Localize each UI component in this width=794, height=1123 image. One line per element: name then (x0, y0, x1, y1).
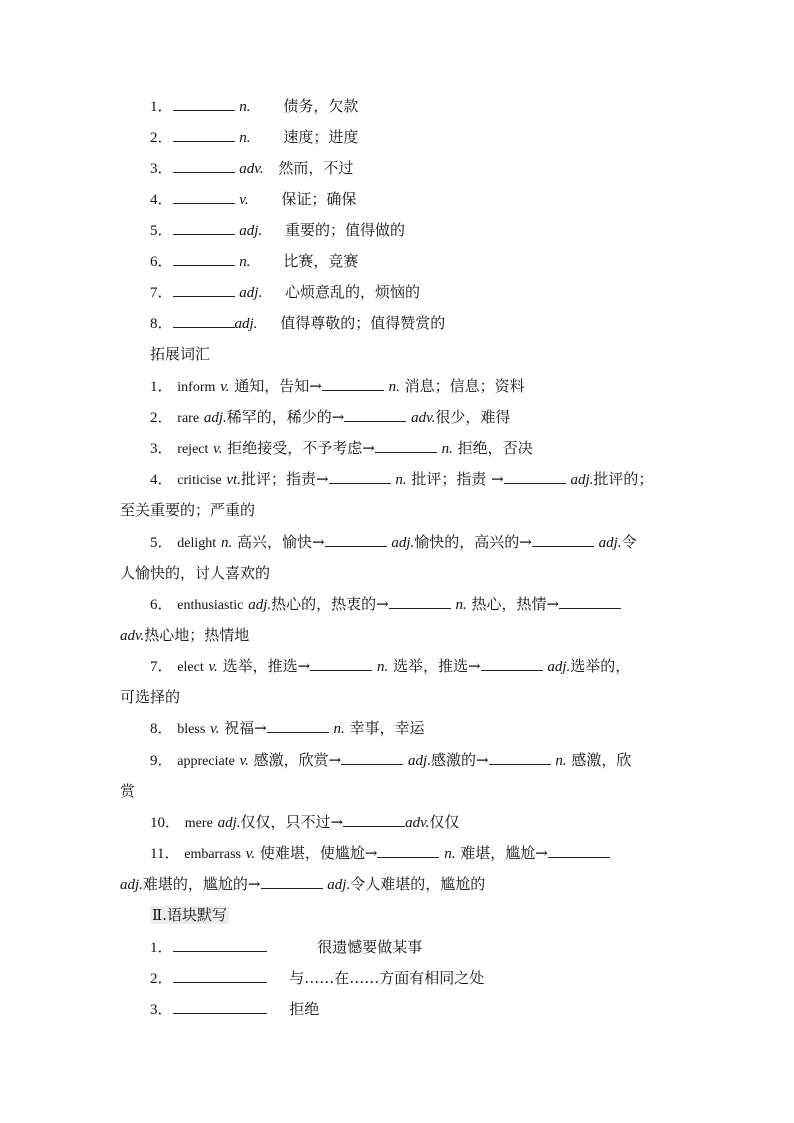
phrase-item (120, 932, 710, 964)
vocab-item (120, 308, 710, 340)
item-number: 1． (150, 99, 173, 115)
item-number: 4． (150, 472, 173, 488)
meaning: 仅仅 (429, 813, 460, 831)
headword: reject (177, 442, 209, 457)
part-of-speech: adv. (405, 815, 430, 831)
item-number: 9． (150, 753, 173, 769)
item-number: 3． (150, 161, 173, 177)
expansion-item-continuation (120, 620, 680, 652)
answer-blank[interactable] (559, 594, 621, 609)
headword: appreciate (177, 754, 235, 769)
meaning: 心烦意乱的，烦恼的 (285, 283, 421, 301)
part-of-speech: adj. (239, 285, 263, 301)
headword: enthusiastic (177, 598, 244, 613)
meaning: 仅仅，只不过→ (240, 813, 344, 831)
answer-blank[interactable] (489, 750, 551, 765)
expansion-item (120, 402, 710, 434)
part-of-speech: n. (220, 535, 233, 551)
item-number: 6． (150, 254, 173, 270)
item-number: 3． (150, 1002, 173, 1018)
meaning: 通知，告知→ (234, 377, 322, 395)
meaning: 令人难堪的，尴尬的 (350, 875, 486, 893)
meaning: 感激，欣 (571, 751, 632, 769)
meaning: 幸事，幸运 (349, 719, 425, 737)
part-of-speech: adv. (411, 410, 436, 426)
part-of-speech: adj. (120, 877, 143, 893)
part-of-speech: adv. (120, 628, 145, 644)
meaning: 比赛，竞赛 (283, 252, 359, 270)
expansion-item (120, 745, 710, 777)
part-of-speech: v. (239, 753, 249, 769)
item-number: 2． (150, 410, 173, 426)
headword: criticise (177, 473, 222, 488)
answer-blank[interactable] (532, 532, 594, 547)
part-of-speech: adj. (234, 316, 258, 332)
meaning: 保证；确保 (281, 190, 357, 208)
meaning: 热心，热情→ (471, 595, 560, 613)
answer-blank[interactable] (343, 812, 405, 827)
meaning: 稀罕的，稀少的→ (226, 408, 345, 426)
meaning: 批评；指责→ (240, 470, 329, 488)
part-of-speech: adj. (239, 223, 263, 239)
part-of-speech: n. (441, 441, 453, 457)
meaning: 批评的； (593, 470, 654, 488)
expansion-item-continuation (120, 869, 680, 901)
answer-blank[interactable] (325, 532, 387, 547)
answer-blank[interactable] (173, 999, 267, 1014)
part-of-speech: adj. (570, 472, 594, 488)
part-of-speech: adj. (598, 535, 622, 551)
answer-blank[interactable] (267, 718, 329, 733)
part-of-speech: n. (239, 254, 251, 270)
meaning: 值得尊敬的；值得赞赏的 (280, 314, 446, 332)
answer-blank[interactable] (173, 158, 235, 173)
vocab-item (120, 153, 710, 185)
vocab-item (120, 215, 710, 247)
item-number: 2． (150, 130, 173, 146)
answer-blank[interactable] (341, 750, 403, 765)
item-number: 7． (150, 659, 173, 675)
expansion-item-continuation: 人愉快的，讨人喜欢的 (120, 564, 271, 582)
answer-blank[interactable] (173, 968, 267, 983)
expansion-item (120, 589, 710, 621)
item-number: 11． (150, 846, 180, 862)
item-number: 1． (150, 379, 173, 395)
meaning: 批评；指责 → (411, 470, 504, 488)
part-of-speech: adj. (408, 753, 431, 769)
headword: embarrass (184, 847, 241, 862)
answer-blank[interactable] (173, 282, 235, 297)
answer-blank[interactable] (389, 594, 451, 609)
answer-blank[interactable] (322, 376, 384, 391)
meaning: 重要的；值得做的 (285, 221, 406, 239)
part-of-speech: v. (210, 721, 220, 737)
expansion-item-continuation: 可选择的 (120, 688, 181, 706)
part-of-speech: adv. (239, 161, 264, 177)
answer-blank[interactable] (173, 937, 267, 952)
answer-blank[interactable] (377, 843, 439, 858)
part-of-speech: adj. (391, 535, 415, 551)
phrase-item (120, 994, 710, 1026)
meaning: 高兴，愉快→ (237, 533, 325, 551)
meaning: 热心的，热衷的→ (271, 595, 389, 613)
answer-blank[interactable] (173, 220, 235, 235)
part-of-speech: n. (388, 379, 400, 395)
meaning: 选举，推选→ (222, 657, 311, 675)
meaning: 感激，欣赏→ (253, 751, 342, 769)
meaning: 与……在……方面有相同之处 (289, 969, 485, 987)
meaning: 选举，推选→ (392, 657, 481, 675)
item-number: 4． (150, 192, 173, 208)
section-heading-text: Ⅱ.语块默写 (152, 906, 227, 924)
meaning: 很遗憾要做某事 (317, 938, 423, 956)
expansion-item (120, 651, 710, 683)
meaning: 然而，不过 (278, 159, 354, 177)
meaning: 难堪的，尴尬的→ (142, 875, 261, 893)
meaning: 速度；进度 (283, 128, 359, 146)
part-of-speech: v. (220, 379, 230, 395)
meaning: 令 (621, 533, 637, 551)
meaning: 拒绝接受，不予考虑→ (227, 439, 375, 457)
answer-blank[interactable] (173, 127, 235, 142)
answer-blank[interactable] (261, 874, 323, 889)
expansion-item (120, 713, 710, 745)
vocab-item (120, 277, 710, 309)
part-of-speech: v. (239, 192, 249, 208)
item-number: 5． (150, 223, 173, 239)
item-number: 6． (150, 597, 173, 613)
headword: elect (177, 660, 204, 675)
part-of-speech: v. (245, 846, 256, 862)
expansion-item (120, 807, 710, 839)
answer-blank[interactable] (173, 313, 235, 328)
part-of-speech: n. (444, 846, 456, 862)
expansion-item-continuation: 至关重要的；严重的 (120, 501, 256, 519)
item-number: 8． (150, 721, 173, 737)
item-number: 10． (150, 815, 181, 831)
part-of-speech: n. (395, 472, 407, 488)
meaning: 愉快的，高兴的→ (414, 533, 532, 551)
answer-blank[interactable] (504, 469, 566, 484)
headword: rare (177, 411, 200, 426)
part-of-speech: adj. (327, 877, 351, 893)
meaning: 选举的， (570, 657, 631, 675)
meaning: 使难堪，使尴尬→ (259, 844, 378, 862)
vocab-item (120, 184, 710, 216)
headword: inform (177, 380, 216, 395)
part-of-speech: adj. (248, 597, 272, 613)
expansion-item-continuation: 赏 (120, 782, 136, 800)
meaning: 感激的→ (430, 751, 489, 769)
meaning: 拒绝，否决 (457, 439, 533, 457)
item-number: 5． (150, 535, 173, 551)
answer-blank[interactable] (548, 843, 610, 858)
headword: delight (177, 536, 217, 551)
part-of-speech: n. (455, 597, 467, 613)
answer-blank[interactable] (173, 96, 235, 111)
vocab-item (120, 122, 710, 154)
answer-blank[interactable] (329, 469, 391, 484)
answer-blank[interactable] (375, 438, 437, 453)
part-of-speech: n. (333, 721, 345, 737)
meaning: 祝福→ (224, 719, 267, 737)
headword: bless (177, 722, 206, 737)
meaning: 很少，难得 (435, 408, 511, 426)
answer-blank[interactable] (173, 189, 235, 204)
expansion-item (120, 527, 710, 559)
section-heading: 拓展词汇 (150, 345, 211, 363)
meaning: 拒绝 (289, 1000, 320, 1018)
part-of-speech: vt. (226, 472, 241, 488)
part-of-speech: n. (555, 753, 567, 769)
answer-blank[interactable] (344, 407, 406, 422)
part-of-speech: n. (239, 99, 251, 115)
vocab-item (120, 246, 710, 278)
expansion-item (120, 464, 710, 496)
meaning: 消息；信息；资料 (404, 377, 525, 395)
meaning: 热心地；热情地 (144, 626, 250, 644)
item-number: 8． (150, 316, 173, 332)
section-heading (150, 900, 710, 931)
part-of-speech: n. (239, 130, 251, 146)
part-of-speech: v. (213, 441, 223, 457)
part-of-speech: adj. (547, 659, 571, 675)
expansion-item (120, 371, 710, 403)
expansion-item (120, 433, 710, 465)
vocab-item (120, 91, 710, 123)
item-number: 3． (150, 441, 173, 457)
phrase-item (120, 963, 710, 995)
answer-blank[interactable] (310, 656, 372, 671)
item-number: 1． (150, 940, 173, 956)
part-of-speech: n. (376, 659, 389, 675)
answer-blank[interactable] (173, 251, 235, 266)
expansion-item (120, 838, 710, 870)
answer-blank[interactable] (481, 656, 543, 671)
part-of-speech: adj. (217, 815, 241, 831)
headword: mere (184, 816, 213, 831)
item-number: 2． (150, 971, 173, 987)
part-of-speech: v. (208, 659, 218, 675)
part-of-speech: adj. (203, 410, 227, 426)
meaning: 债务，欠款 (283, 97, 359, 115)
item-number: 7． (150, 285, 173, 301)
meaning: 难堪，尴尬→ (460, 844, 548, 862)
